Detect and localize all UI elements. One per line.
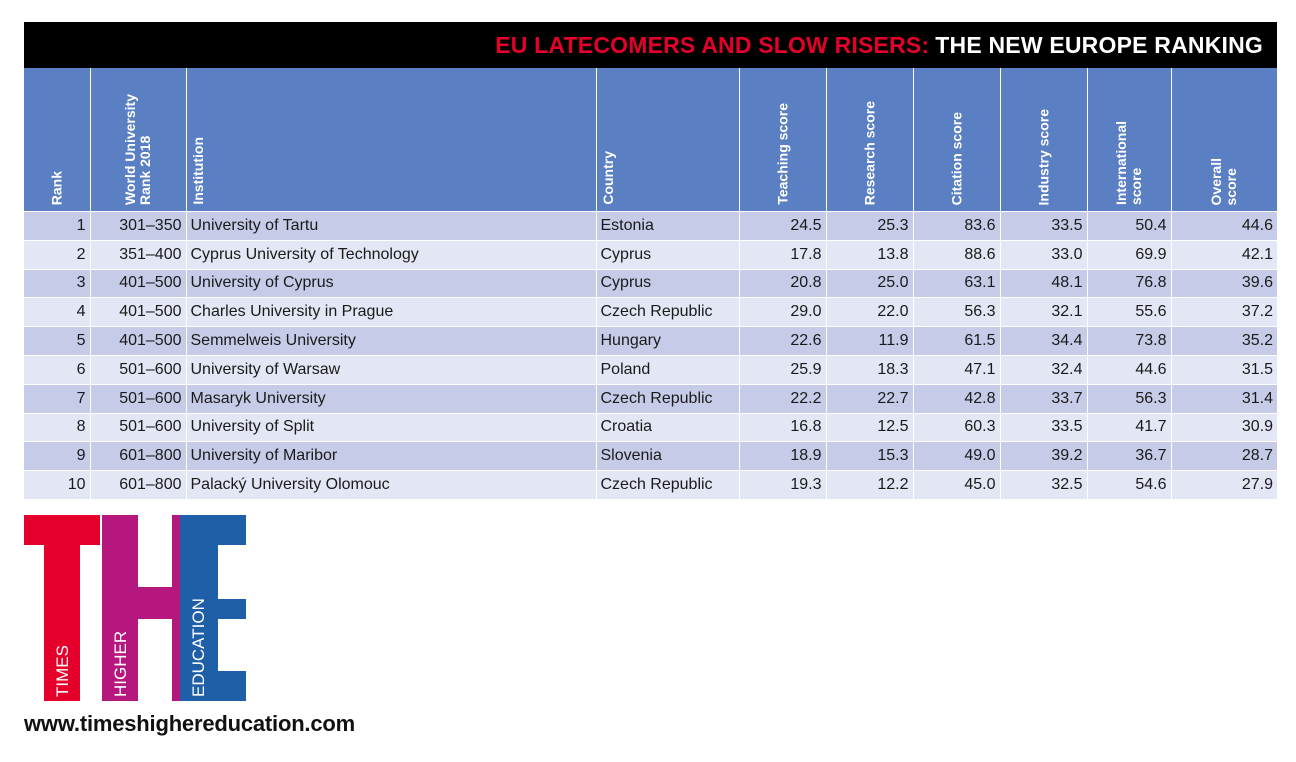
cell-research: 12.2 bbox=[826, 471, 913, 499]
column-header-label: Country bbox=[599, 151, 616, 205]
logo-text-times: TIMES bbox=[53, 645, 72, 697]
table-body bbox=[24, 212, 1277, 499]
cell-research: 18.3 bbox=[826, 355, 913, 384]
cell-institution: University of Warsaw bbox=[186, 355, 596, 384]
cell-teaching: 22.6 bbox=[739, 327, 826, 356]
cell-country: Slovenia bbox=[596, 442, 739, 471]
cell-citation: 56.3 bbox=[913, 298, 1000, 327]
table-row bbox=[24, 269, 1277, 298]
cell-rank: 1 bbox=[24, 212, 90, 241]
cell-citation: 88.6 bbox=[913, 240, 1000, 269]
cell-citation: 61.5 bbox=[913, 327, 1000, 356]
cell-industry: 48.1 bbox=[1000, 269, 1087, 298]
cell-rank: 9 bbox=[24, 442, 90, 471]
cell-citation: 83.6 bbox=[913, 212, 1000, 241]
cell-research: 25.0 bbox=[826, 269, 913, 298]
cell-research: 25.3 bbox=[826, 212, 913, 241]
cell-international: 54.6 bbox=[1087, 471, 1171, 499]
column-header-label: International score bbox=[1113, 120, 1144, 205]
column-header-citation bbox=[913, 68, 1000, 212]
cell-international: 76.8 bbox=[1087, 269, 1171, 298]
cell-international: 69.9 bbox=[1087, 240, 1171, 269]
cell-teaching: 20.8 bbox=[739, 269, 826, 298]
cell-institution: Charles University in Prague bbox=[186, 298, 596, 327]
cell-institution: Masaryk University bbox=[186, 384, 596, 413]
cell-citation: 49.0 bbox=[913, 442, 1000, 471]
cell-research: 12.5 bbox=[826, 413, 913, 442]
cell-overall: 44.6 bbox=[1171, 212, 1277, 241]
column-header-label: Teaching score bbox=[774, 103, 790, 205]
cell-rank: 2 bbox=[24, 240, 90, 269]
cell-industry: 33.7 bbox=[1000, 384, 1087, 413]
cell-industry: 39.2 bbox=[1000, 442, 1087, 471]
column-header-teaching bbox=[739, 68, 826, 212]
cell-research: 13.8 bbox=[826, 240, 913, 269]
cell-research: 15.3 bbox=[826, 442, 913, 471]
cell-overall: 28.7 bbox=[1171, 442, 1277, 471]
table-row bbox=[24, 327, 1277, 356]
logo-text-higher: HIGHER bbox=[111, 630, 130, 697]
table-row bbox=[24, 355, 1277, 384]
cell-overall: 30.9 bbox=[1171, 413, 1277, 442]
table-row bbox=[24, 240, 1277, 269]
cell-international: 36.7 bbox=[1087, 442, 1171, 471]
cell-overall: 42.1 bbox=[1171, 240, 1277, 269]
cell-international: 73.8 bbox=[1087, 327, 1171, 356]
cell-teaching: 18.9 bbox=[739, 442, 826, 471]
the-logo bbox=[24, 515, 246, 701]
column-header-country bbox=[596, 68, 739, 212]
cell-world-rank: 501–600 bbox=[90, 413, 186, 442]
cell-research: 22.0 bbox=[826, 298, 913, 327]
website-url: www.timeshighereducation.com bbox=[24, 711, 355, 736]
column-header-label: Overall score bbox=[1208, 157, 1240, 205]
table-row bbox=[24, 212, 1277, 241]
cell-teaching: 17.8 bbox=[739, 240, 826, 269]
cell-country: Czech Republic bbox=[596, 471, 739, 499]
column-header-overall bbox=[1171, 68, 1277, 212]
column-header-international bbox=[1087, 68, 1171, 212]
cell-teaching: 16.8 bbox=[739, 413, 826, 442]
cell-country: Estonia bbox=[596, 212, 739, 241]
cell-overall: 39.6 bbox=[1171, 269, 1277, 298]
column-header-label: Citation score bbox=[948, 111, 964, 205]
column-header-label: Institution bbox=[189, 137, 206, 205]
column-header-label: Industry score bbox=[1035, 108, 1051, 205]
title-part1: EU LATECOMERS AND SLOW RISERS: bbox=[495, 31, 930, 58]
column-header-label: Research score bbox=[861, 100, 877, 205]
cell-citation: 47.1 bbox=[913, 355, 1000, 384]
cell-rank: 6 bbox=[24, 355, 90, 384]
table-row bbox=[24, 442, 1277, 471]
cell-overall: 37.2 bbox=[1171, 298, 1277, 327]
ranking-table-container bbox=[24, 22, 1277, 499]
cell-industry: 33.5 bbox=[1000, 212, 1087, 241]
column-header-world-rank bbox=[90, 68, 186, 212]
cell-country: Poland bbox=[596, 355, 739, 384]
cell-industry: 32.1 bbox=[1000, 298, 1087, 327]
cell-country: Cyprus bbox=[596, 269, 739, 298]
table-row bbox=[24, 298, 1277, 327]
cell-world-rank: 601–800 bbox=[90, 442, 186, 471]
cell-institution: University of Maribor bbox=[186, 442, 596, 471]
cell-institution: University of Split bbox=[186, 413, 596, 442]
cell-world-rank: 401–500 bbox=[90, 269, 186, 298]
cell-institution: Palacký University Olomouc bbox=[186, 471, 596, 499]
cell-world-rank: 601–800 bbox=[90, 471, 186, 499]
cell-international: 41.7 bbox=[1087, 413, 1171, 442]
cell-institution: University of Cyprus bbox=[186, 269, 596, 298]
column-header-label: Rank bbox=[48, 170, 65, 205]
cell-citation: 63.1 bbox=[913, 269, 1000, 298]
cell-research: 11.9 bbox=[826, 327, 913, 356]
cell-country: Czech Republic bbox=[596, 298, 739, 327]
cell-international: 55.6 bbox=[1087, 298, 1171, 327]
title-part2: THE NEW EUROPE RANKING bbox=[935, 31, 1263, 58]
cell-world-rank: 501–600 bbox=[90, 384, 186, 413]
cell-country: Croatia bbox=[596, 413, 739, 442]
cell-citation: 42.8 bbox=[913, 384, 1000, 413]
cell-industry: 32.4 bbox=[1000, 355, 1087, 384]
cell-rank: 8 bbox=[24, 413, 90, 442]
cell-rank: 4 bbox=[24, 298, 90, 327]
cell-industry: 33.5 bbox=[1000, 413, 1087, 442]
cell-world-rank: 401–500 bbox=[90, 327, 186, 356]
cell-international: 44.6 bbox=[1087, 355, 1171, 384]
ranking-table bbox=[24, 68, 1277, 499]
cell-rank: 3 bbox=[24, 269, 90, 298]
cell-citation: 45.0 bbox=[913, 471, 1000, 499]
table-header-row bbox=[24, 68, 1277, 212]
cell-country: Czech Republic bbox=[596, 384, 739, 413]
column-header-institution bbox=[186, 68, 596, 212]
cell-teaching: 19.3 bbox=[739, 471, 826, 499]
cell-teaching: 29.0 bbox=[739, 298, 826, 327]
cell-teaching: 25.9 bbox=[739, 355, 826, 384]
column-header-research bbox=[826, 68, 913, 212]
cell-rank: 7 bbox=[24, 384, 90, 413]
cell-teaching: 24.5 bbox=[739, 212, 826, 241]
cell-international: 50.4 bbox=[1087, 212, 1171, 241]
cell-country: Hungary bbox=[596, 327, 739, 356]
cell-world-rank: 501–600 bbox=[90, 355, 186, 384]
cell-world-rank: 351–400 bbox=[90, 240, 186, 269]
cell-country: Cyprus bbox=[596, 240, 739, 269]
logo-text-education: EDUCATION bbox=[189, 598, 208, 697]
table-row bbox=[24, 413, 1277, 442]
cell-rank: 10 bbox=[24, 471, 90, 499]
table-title-bar bbox=[24, 22, 1277, 68]
cell-overall: 31.4 bbox=[1171, 384, 1277, 413]
cell-teaching: 22.2 bbox=[739, 384, 826, 413]
cell-world-rank: 401–500 bbox=[90, 298, 186, 327]
cell-industry: 33.0 bbox=[1000, 240, 1087, 269]
cell-citation: 60.3 bbox=[913, 413, 1000, 442]
cell-institution: University of Tartu bbox=[186, 212, 596, 241]
cell-world-rank: 301–350 bbox=[90, 212, 186, 241]
cell-rank: 5 bbox=[24, 327, 90, 356]
column-header-rank bbox=[24, 68, 90, 212]
cell-international: 56.3 bbox=[1087, 384, 1171, 413]
cell-institution: Semmelweis University bbox=[186, 327, 596, 356]
table-row bbox=[24, 471, 1277, 499]
cell-industry: 32.5 bbox=[1000, 471, 1087, 499]
cell-institution: Cyprus University of Technology bbox=[186, 240, 596, 269]
table-row bbox=[24, 384, 1277, 413]
cell-overall: 31.5 bbox=[1171, 355, 1277, 384]
cell-overall: 27.9 bbox=[1171, 471, 1277, 499]
cell-industry: 34.4 bbox=[1000, 327, 1087, 356]
cell-overall: 35.2 bbox=[1171, 327, 1277, 356]
cell-research: 22.7 bbox=[826, 384, 913, 413]
column-header-label: World University Rank 2018 bbox=[122, 94, 153, 205]
column-header-industry bbox=[1000, 68, 1087, 212]
